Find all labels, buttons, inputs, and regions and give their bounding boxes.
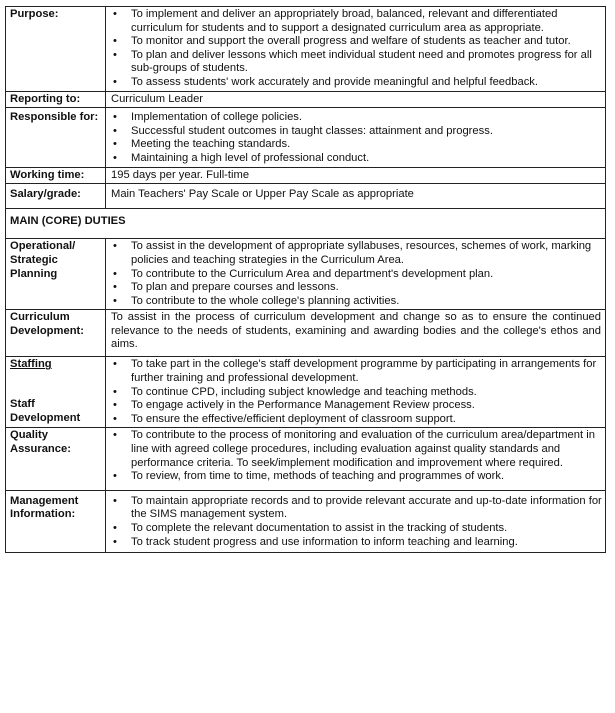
responsible-row [6,108,606,167]
operational-list [111,240,602,308]
responsible-cell [106,108,606,167]
working-time-row [6,167,606,184]
management-list [111,495,602,549]
job-description-table [5,6,606,553]
salary-label: Salary/grade: [6,184,106,209]
staffing-cell [106,357,606,428]
list-item: • To engage actively in the Performance Management Review process. [111,399,602,413]
list-item: • To plan and deliver lessons which meet individual student need and promotes progress for all sub-groups of students. [111,49,602,76]
list-item: • To monitor and support the overall progress and welfare of students as teacher and tutor. [111,35,602,49]
list-item: • To take part in the college's staff development programme by participating in arrangements for further training and professional development. [111,358,602,385]
salary-row [6,184,606,209]
list-item: • To review, from time to time, methods of teaching and programmes of work. [111,470,602,484]
staffing-label-cell [6,357,106,428]
purpose-row [6,7,606,92]
list-item: • To continue CPD, including subject knowledge and teaching methods. [111,386,602,400]
list-item: • To contribute to the whole college's planning activities. [111,295,602,309]
list-item: • To implement and deliver an appropriately broad, balanced, relevant and differentiated curriculum for students and to support a designated curriculum area as appropriate. [111,8,602,35]
list-item: • To ensure the effective/efficient deployment of classroom support. [111,413,602,427]
staff-development-label: Staff Development [10,398,81,424]
quality-list [111,429,602,483]
reporting-value: Curriculum Leader [106,91,606,108]
purpose-list [111,8,602,90]
list-item: • To plan and prepare courses and lessons. [111,281,602,295]
operational-label: Operational/ Strategic Planning [6,239,106,310]
list-item: • Successful student outcomes in taught classes: attainment and progress. [111,125,602,139]
list-item: • To assess students' work accurately and provide meaningful and helpful feedback. [111,76,602,90]
list-item: • To complete the relevant documentation to assist in the tracking of students. [111,522,602,536]
quality-label: Quality Assurance: [6,428,106,490]
working-time-value: 195 days per year. Full-time [106,167,606,184]
management-cell [106,490,606,552]
list-item: • To contribute to the process of monitoring and evaluation of the curriculum area/department in line with agreed college procedures, including evaluation against quality standards and performance criteria. To seek/implement modification and improvement where required. [111,429,602,470]
list-item: • Implementation of college policies. [111,111,602,125]
management-label: Management Information: [6,490,106,552]
label-spacer [10,372,102,398]
list-item: • To track student progress and use information to inform teaching and learning. [111,536,602,550]
purpose-label: Purpose: [6,7,106,92]
staffing-row [6,357,606,428]
list-item: • Maintaining a high level of professional conduct. [111,152,602,166]
duties-heading: MAIN (CORE) DUTIES [6,208,606,239]
responsible-list [111,111,602,165]
list-item: • To assist in the development of appropriate syllabuses, resources, schemes of work, marking policies and teaching strategies in the Curriculum Area. [111,240,602,267]
curriculum-label: Curriculum Development: [6,310,106,357]
duties-heading-row [6,208,606,239]
purpose-cell [106,7,606,92]
list-item: • To maintain appropriate records and to provide relevant accurate and up-to-date information for the SIMS management system. [111,495,602,522]
reporting-label: Reporting to: [6,91,106,108]
quality-row [6,428,606,490]
list-item: • Meeting the teaching standards. [111,138,602,152]
staffing-label: Staffing [10,358,52,371]
curriculum-row [6,310,606,357]
salary-value: Main Teachers' Pay Scale or Upper Pay Scale as appropriate [106,184,606,209]
responsible-label: Responsible for: [6,108,106,167]
curriculum-value: To assist in the process of curriculum development and change so as to ensure the continued relevance to the needs of students, examining and awarding bodies and the college's ethos and aims. [106,310,606,357]
quality-cell [106,428,606,490]
management-row [6,490,606,552]
operational-cell [106,239,606,310]
reporting-row [6,91,606,108]
list-item: • To contribute to the Curriculum Area and department's development plan. [111,268,602,282]
staffing-list [111,358,602,426]
operational-row [6,239,606,310]
working-time-label: Working time: [6,167,106,184]
